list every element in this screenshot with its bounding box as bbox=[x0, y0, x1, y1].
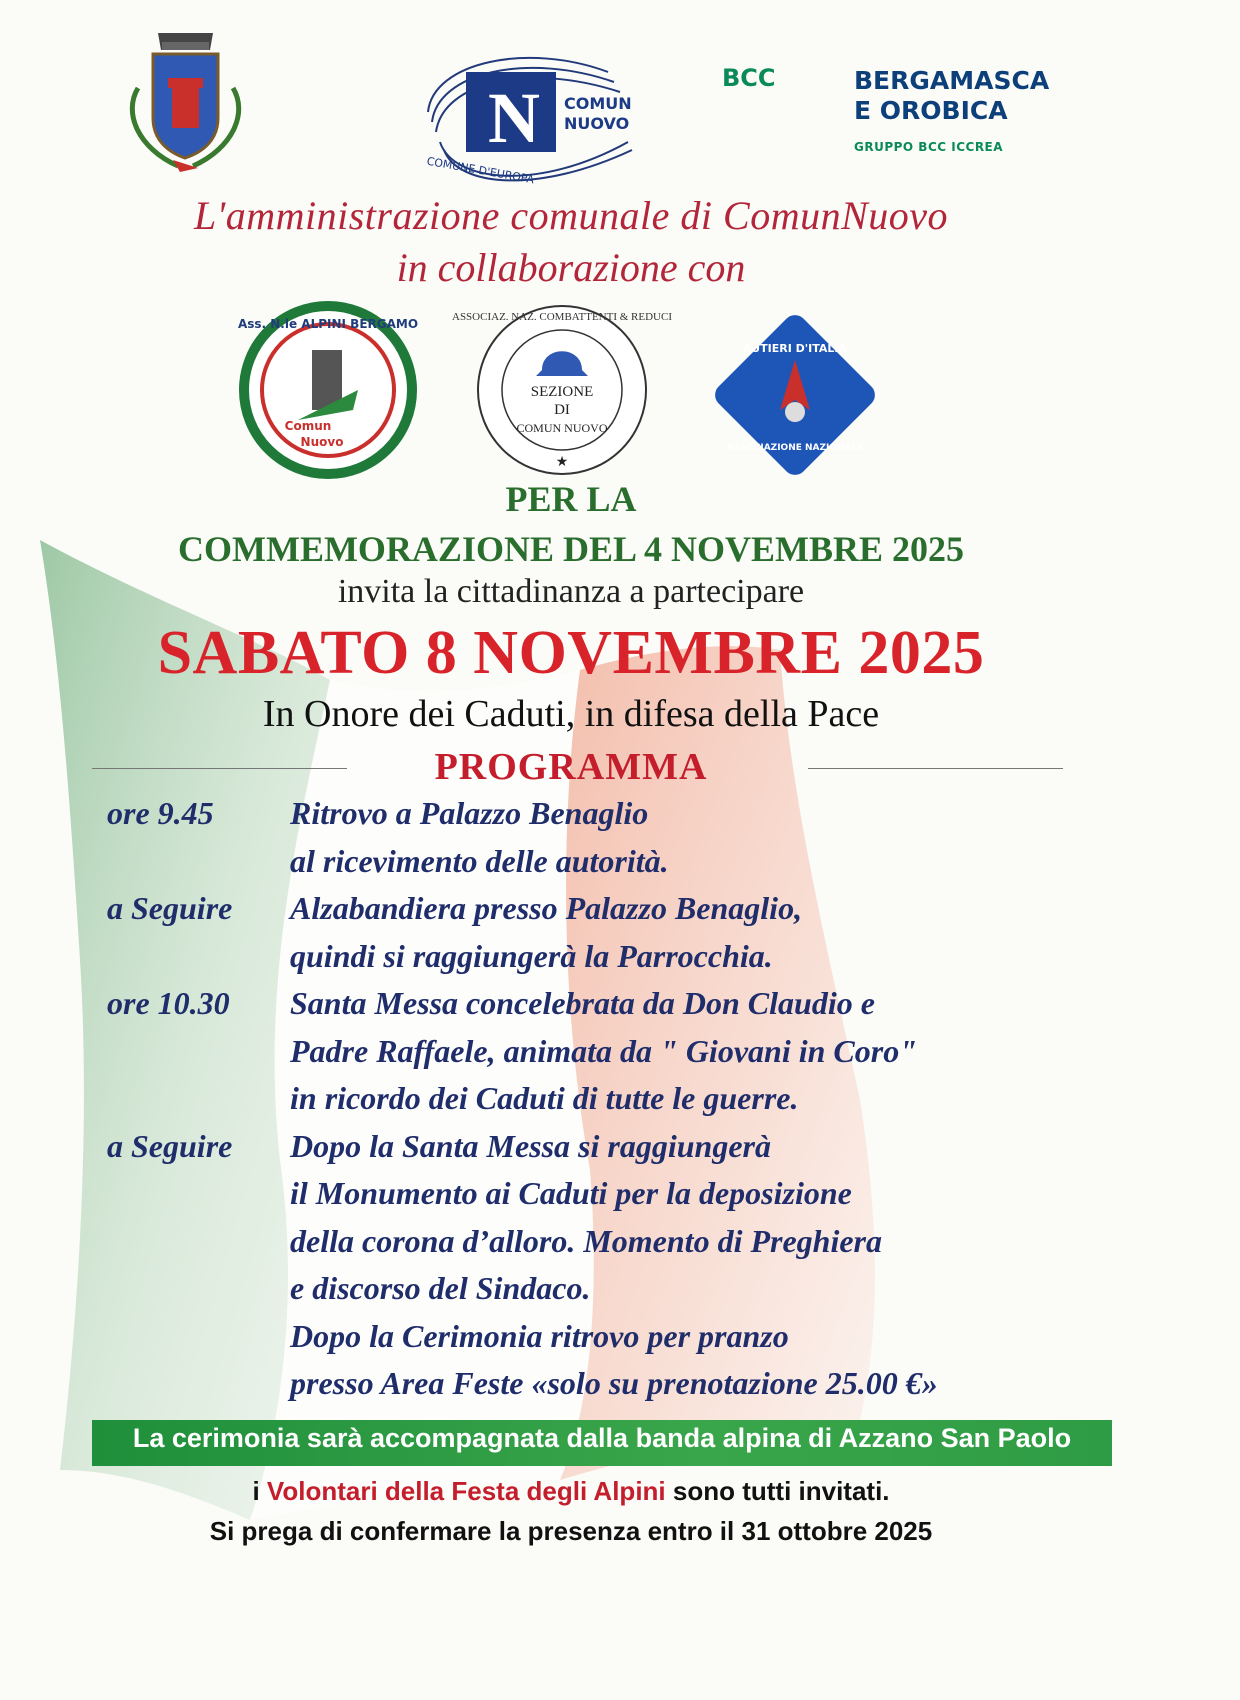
comun-logo-subtitle: COMUNE D'EUROPA bbox=[425, 154, 536, 187]
alpini-emblem-icon bbox=[238, 300, 418, 480]
bank-logo bbox=[722, 60, 1082, 170]
volunteers-prefix: i bbox=[252, 1476, 267, 1506]
bank-name-line1: BERGAMASCA bbox=[854, 66, 1050, 95]
event-title-line1: PER LA bbox=[505, 479, 637, 519]
bank-group: GRUPPO BCC ICCREA bbox=[854, 140, 1004, 154]
program-time: a Seguire bbox=[107, 890, 233, 926]
comun-nuovo-logo bbox=[418, 42, 668, 192]
programma-heading: PROGRAMMA bbox=[434, 746, 708, 788]
band-text: La cerimonia sarà accompagnata dalla banda alpina di Azzano San Paolo bbox=[132, 1423, 1072, 1453]
svg-text:AUTIERI D'ITALIA: AUTIERI D'ITALIA bbox=[743, 342, 847, 355]
program-line: presso Area Feste «solo su prenotazione 25.00 €» bbox=[290, 1365, 938, 1401]
program-line: della corona d’alloro. Momento di Preghiera bbox=[290, 1222, 882, 1259]
svg-text:Ass. N.le ALPINI BERGAMO: Ass. N.le ALPINI BERGAMO bbox=[237, 317, 419, 331]
svg-text:COMUN NUOVO: COMUN NUOVO bbox=[516, 421, 608, 435]
svg-text:Nuovo: Nuovo bbox=[300, 435, 344, 449]
svg-text:ASSOCIAZIONE NAZIONALE: ASSOCIAZIONE NAZIONALE bbox=[726, 443, 864, 453]
volunteers-line bbox=[0, 1476, 1142, 1507]
program-time: ore 9.45 bbox=[107, 795, 214, 831]
combattenti-emblem-icon bbox=[452, 300, 672, 480]
program-line: Santa Messa concelebrata da Don Claudio e bbox=[290, 985, 875, 1021]
intro-line2: in collaborazione con bbox=[396, 245, 746, 290]
municipal-crest-icon bbox=[118, 28, 253, 176]
program-time: a Seguire bbox=[107, 1127, 233, 1164]
program-line: al ricevimento delle autorità. bbox=[290, 842, 669, 879]
autieri-emblem-icon bbox=[700, 300, 890, 490]
intro-line1: L'amministrazione comunale di ComunNuovo bbox=[193, 193, 949, 238]
program-line: il Monumento ai Caduti per la deposizione bbox=[290, 1175, 852, 1211]
program-line: Ritrovo a Palazzo Benaglio bbox=[290, 795, 649, 831]
volunteers-highlight: Volontari della Festa degli Alpini bbox=[266, 1476, 666, 1506]
program-time: ore 10.30 bbox=[107, 985, 230, 1021]
program-line: Padre Raffaele, animata da " Giovani in Coro" bbox=[290, 1032, 917, 1069]
combattenti-logo bbox=[452, 300, 672, 480]
event-date: SABATO 8 NOVEMBRE 2025 bbox=[157, 619, 985, 687]
svg-text:ASSOCIAZ. NAZ. COMBATTENTI & R: ASSOCIAZ. NAZ. COMBATTENTI & REDUCI bbox=[452, 311, 672, 323]
volunteers-suffix: sono tutti invitati. bbox=[665, 1476, 890, 1506]
program-line: quindi si raggiungerà la Parrocchia. bbox=[290, 937, 773, 974]
program-line: Alzabandiera presso Palazzo Benaglio, bbox=[290, 890, 803, 926]
comun-logo-line1: COMUN bbox=[564, 94, 632, 113]
program-line: Dopo la Santa Messa si raggiungerà bbox=[290, 1127, 771, 1164]
invite-text: invita la cittadinanza a partecipare bbox=[337, 573, 805, 610]
confirm-line: Si prega di confermare la presenza entro il 31 ottobre 2025 bbox=[209, 1516, 933, 1546]
svg-text:SEZIONE: SEZIONE bbox=[530, 384, 594, 400]
svg-text:DI: DI bbox=[554, 402, 570, 418]
bank-name-line2: E OROBICA bbox=[854, 96, 1008, 125]
svg-text:Comun: Comun bbox=[284, 419, 332, 433]
svg-text:N: N bbox=[488, 78, 540, 158]
bank-brand: BCC bbox=[722, 64, 776, 92]
event-motto: In Onore dei Caduti, in difesa della Pace bbox=[262, 693, 880, 735]
svg-text:★: ★ bbox=[555, 455, 569, 470]
comun-logo-line2: NUOVO bbox=[564, 114, 630, 133]
event-title-line2: COMMEMORAZIONE DEL 4 NOVEMBRE 2025 bbox=[177, 529, 965, 569]
program-line: e discorso del Sindaco. bbox=[290, 1270, 591, 1306]
alpini-logo bbox=[238, 300, 418, 480]
autieri-logo bbox=[700, 300, 880, 480]
program-line: in ricordo dei Caduti di tutte le guerre. bbox=[290, 1080, 799, 1116]
program-line: Dopo la Cerimonia ritrovo per pranzo bbox=[290, 1317, 789, 1354]
